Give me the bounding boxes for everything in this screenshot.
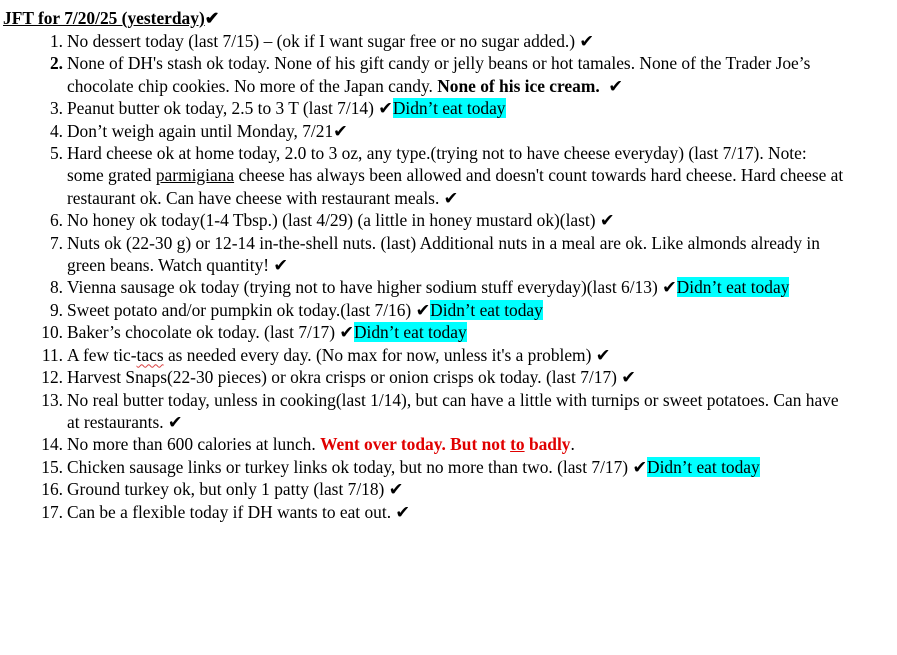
item-text: No honey ok today(1-4 Tbsp.) (last 4/29) (a little in honey mustard ok)(last) ✔ — [67, 210, 615, 231]
highlight-note: Didn’t eat today — [647, 456, 760, 477]
item-text: No dessert today (last 7/15) – (ok if I want sugar free or no sugar added.) ✔ — [67, 31, 594, 51]
list-item-7 — [3, 232, 897, 277]
red-note: Went over today. But not to badly — [320, 434, 571, 455]
item-text: Baker’s chocolate ok today. (last 7/17) ✔Didn’t eat today — [67, 322, 467, 343]
check-icon: ✔ — [579, 31, 594, 51]
item-text: A few tic-tacs as needed every day. (No max for now, unless it's a problem) ✔ — [67, 344, 611, 365]
list-item-12 — [3, 366, 897, 388]
check-icon: ✔ — [395, 501, 410, 522]
item-number: 10. — [41, 322, 63, 343]
highlight-note: Didn’t eat today — [430, 299, 543, 320]
list-item-2 — [3, 52, 897, 97]
check-icon: ✔ — [443, 187, 459, 208]
check-icon: ✔ — [621, 367, 636, 388]
check-icon: ✔ — [378, 98, 393, 119]
item-text: No more than 600 calories at lunch. Went over today. But not to badly. — [67, 434, 575, 455]
item-text: Peanut butter ok today, 2.5 to 3 T (last 7/14) ✔Didn’t eat today — [67, 98, 506, 119]
item-text: Nuts ok (22-30 g) or 12-14 in-the-shell nuts. (last) Additional nuts in a meal are ok. Like almonds already in green beans. Watch quantity! ✔ — [67, 232, 820, 276]
item-number: 2. — [49, 53, 63, 74]
rules-list — [3, 30, 897, 523]
item-number: 11. — [41, 344, 63, 365]
item-number: 4. — [49, 120, 63, 141]
item-text: Sweet potato and/or pumpkin ok today.(last 7/16) ✔Didn’t eat today — [67, 299, 543, 320]
list-item-5 — [3, 142, 897, 209]
check-icon: ✔ — [388, 479, 404, 500]
document-title — [3, 6, 897, 30]
item-number: 5. — [49, 143, 63, 164]
list-item-13 — [3, 389, 897, 434]
item-text: Can be a flexible today if DH wants to eat out. ✔ — [67, 501, 410, 522]
item-number: 16. — [41, 479, 63, 500]
underlined-word: parmigiana — [155, 165, 235, 186]
check-icon: ✔ — [167, 411, 183, 432]
item-text: No real butter today, unless in cooking(last 1/14), but can have a little with turnips or sweet potatoes. Can have at restaurants. ✔ — [67, 389, 839, 432]
item-text: Harvest Snaps(22-30 pieces) or okra crisps or onion crisps ok today. (last 7/17) ✔ — [67, 367, 636, 388]
item-number: 17. — [41, 501, 63, 522]
check-icon: ✔ — [339, 322, 354, 343]
check-icon: ✔ — [632, 456, 648, 477]
item-number: 6. — [49, 210, 63, 231]
title-check-icon: ✔ — [204, 8, 220, 28]
item-text: Ground turkey ok, but only 1 patty (last 7/18) ✔ — [67, 479, 404, 500]
highlight-note: Didn’t eat today — [392, 98, 506, 119]
list-item-9 — [3, 299, 897, 321]
item-text: Hard cheese ok at home today, 2.0 to 3 oz, any type.(trying not to have cheese everyday) (last 7/17). Note: some grated parmigiana cheese has always been allowed and doesn't count towards hard cheese. Hard cheese at restaurant ok. Can have cheese with restaurant meals. ✔ — [67, 143, 844, 208]
item-number: 9. — [49, 299, 63, 320]
list-item-8 — [3, 276, 897, 298]
check-icon: ✔ — [599, 210, 615, 231]
item-text: Vienna sausage ok today (trying not to have higher sodium stuff everyday)(last 6/13) ✔Didn’t eat today — [67, 277, 790, 298]
check-icon: ✔ — [608, 75, 623, 96]
item-number: 8. — [49, 277, 63, 298]
list-item-16 — [3, 478, 897, 500]
list-item-17 — [3, 501, 897, 523]
list-item-11 — [3, 344, 897, 366]
item-number: 3. — [49, 98, 63, 119]
list-item-1 — [3, 30, 897, 52]
check-icon: ✔ — [595, 344, 611, 365]
item-number: 15. — [41, 456, 63, 477]
spellcheck-word: tacs — [136, 344, 164, 365]
highlight-note: Didn’t eat today — [353, 322, 467, 343]
list-item-4 — [3, 120, 897, 142]
check-icon: ✔ — [333, 120, 348, 141]
item-number: 7. — [49, 232, 63, 253]
bold-phrase: None of his ice cream. — [437, 75, 600, 96]
item-number: 1. — [49, 31, 63, 51]
list-item-6 — [3, 209, 897, 231]
check-icon: ✔ — [415, 299, 431, 320]
list-item-15 — [3, 456, 897, 478]
highlight-note: Didn’t eat today — [676, 277, 790, 298]
check-icon: ✔ — [273, 255, 288, 276]
item-number: 14. — [41, 434, 63, 455]
list-item-10 — [3, 321, 897, 343]
title-text: JFT for 7/20/25 (yesterday) — [3, 8, 205, 28]
item-text: Chicken sausage links or turkey links ok today, but no more than two. (last 7/17) ✔Didn’t eat today — [67, 456, 760, 477]
item-text: None of DH's stash ok today. None of his gift candy or jelly beans or hot tamales. None of the Trader Joe’s chocolate chip cookies. No more of the Japan candy. None of his ice cream. ✔ — [67, 53, 811, 96]
list-item-3 — [3, 97, 897, 119]
item-number: 13. — [41, 389, 63, 410]
item-text: Don’t weigh again until Monday, 7/21✔ — [67, 120, 348, 141]
check-icon: ✔ — [662, 277, 677, 298]
list-item-14 — [3, 433, 897, 455]
item-number: 12. — [41, 367, 63, 388]
